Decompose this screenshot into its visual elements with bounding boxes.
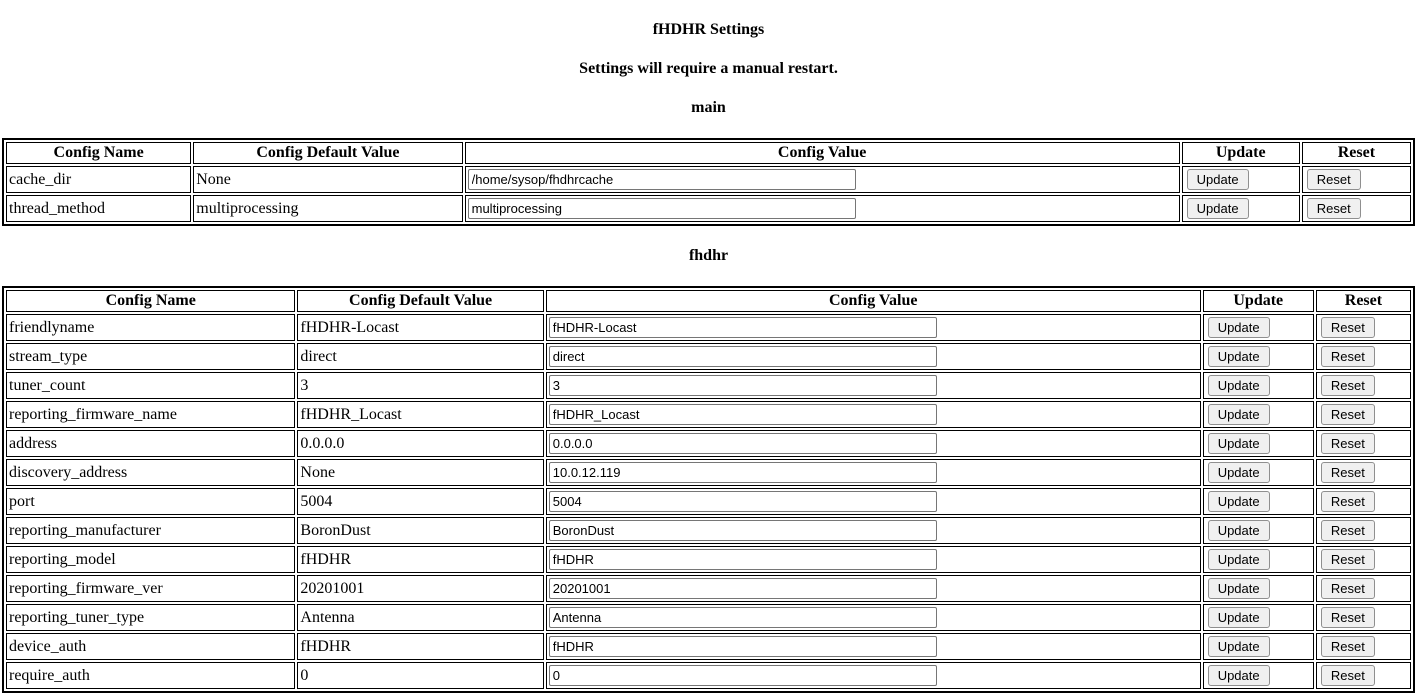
config-name-cell: stream_type [6, 343, 295, 370]
reset-cell [1316, 662, 1411, 689]
config-value-cell [546, 459, 1201, 486]
config-default-cell: 3 [297, 372, 543, 399]
config-default-cell: fHDHR [297, 633, 543, 660]
reset-cell [1316, 604, 1411, 631]
update-button[interactable]: Update [1187, 169, 1249, 190]
config-value-input[interactable] [549, 404, 937, 425]
config-value-cell [546, 633, 1201, 660]
header-row [6, 142, 1411, 164]
reset-cell [1316, 314, 1411, 341]
config-value-cell [546, 575, 1201, 602]
config-value-cell [546, 372, 1201, 399]
config-value-cell [465, 166, 1180, 193]
update-button[interactable]: Update [1208, 636, 1270, 657]
page-subtitle: Settings will require a manual restart. [579, 60, 838, 77]
reset-button[interactable]: Reset [1321, 665, 1375, 686]
update-cell [1203, 459, 1314, 486]
config-value-cell [465, 195, 1180, 222]
table-row [6, 546, 1411, 573]
table-row [6, 195, 1411, 222]
reset-cell [1316, 546, 1411, 573]
settings-page [2, 21, 1415, 693]
reset-cell [1316, 488, 1411, 515]
reset-cell [1316, 430, 1411, 457]
config-value-input[interactable] [549, 375, 937, 396]
config-default-cell: direct [297, 343, 543, 370]
config-value-cell [546, 604, 1201, 631]
config-value-cell [546, 517, 1201, 544]
config-value-input[interactable] [468, 169, 856, 190]
reset-cell [1316, 343, 1411, 370]
reset-cell [1316, 633, 1411, 660]
config-value-cell [546, 401, 1201, 428]
table-row [6, 488, 1411, 515]
config-value-input[interactable] [549, 520, 937, 541]
config-name-cell: tuner_count [6, 372, 295, 399]
table-row [6, 314, 1411, 341]
update-button[interactable]: Update [1208, 346, 1270, 367]
config-default-cell: 20201001 [297, 575, 543, 602]
config-default-cell: 0.0.0.0 [297, 430, 543, 457]
table-row [6, 430, 1411, 457]
column-header-update: Update [1182, 142, 1300, 164]
config-name-cell: friendlyname [6, 314, 295, 341]
update-cell [1203, 546, 1314, 573]
reset-button[interactable]: Reset [1321, 433, 1375, 454]
config-default-cell: 5004 [297, 488, 543, 515]
header-row [6, 290, 1411, 312]
reset-button[interactable]: Reset [1321, 462, 1375, 483]
reset-button[interactable]: Reset [1307, 169, 1361, 190]
table-row [6, 633, 1411, 660]
config-value-input[interactable] [549, 317, 937, 338]
config-value-cell [546, 343, 1201, 370]
config-default-cell: None [193, 166, 462, 193]
config-default-cell: fHDHR-Locast [297, 314, 543, 341]
column-header-config-name: Config Name [6, 290, 295, 312]
table-row [6, 459, 1411, 486]
config-name-cell: device_auth [6, 633, 295, 660]
column-header-config-name: Config Name [6, 142, 191, 164]
update-button[interactable]: Update [1208, 520, 1270, 541]
config-name-cell: discovery_address [6, 459, 295, 486]
config-name-cell: reporting_firmware_ver [6, 575, 295, 602]
update-cell [1203, 314, 1314, 341]
update-cell [1203, 430, 1314, 457]
config-value-input[interactable] [549, 462, 937, 483]
update-button[interactable]: Update [1208, 433, 1270, 454]
update-cell [1182, 195, 1300, 222]
reset-cell [1316, 401, 1411, 428]
config-value-input[interactable] [549, 607, 937, 628]
config-value-cell [546, 546, 1201, 573]
config-table-main [2, 138, 1415, 226]
reset-button[interactable]: Reset [1321, 549, 1375, 570]
update-cell [1203, 343, 1314, 370]
section-main [2, 99, 1415, 226]
reset-button[interactable]: Reset [1321, 636, 1375, 657]
config-default-cell: 0 [297, 662, 543, 689]
update-button[interactable]: Update [1208, 665, 1270, 686]
update-button[interactable]: Update [1187, 198, 1249, 219]
update-button[interactable]: Update [1208, 375, 1270, 396]
config-name-cell: thread_method [6, 195, 191, 222]
update-button[interactable]: Update [1208, 491, 1270, 512]
config-default-cell: fHDHR [297, 546, 543, 573]
config-default-cell: multiprocessing [193, 195, 462, 222]
column-header-config-default-value: Config Default Value [193, 142, 462, 164]
column-header-reset: Reset [1302, 142, 1411, 164]
update-button[interactable]: Update [1208, 462, 1270, 483]
update-button[interactable]: Update [1208, 404, 1270, 425]
update-button[interactable]: Update [1208, 607, 1270, 628]
table-row [6, 372, 1411, 399]
reset-button[interactable]: Reset [1321, 317, 1375, 338]
update-cell [1203, 575, 1314, 602]
config-value-cell [546, 430, 1201, 457]
reset-cell [1302, 166, 1411, 193]
reset-button[interactable]: Reset [1321, 491, 1375, 512]
reset-button[interactable]: Reset [1321, 346, 1375, 367]
update-cell [1203, 662, 1314, 689]
reset-button[interactable]: Reset [1321, 578, 1375, 599]
update-button[interactable]: Update [1208, 317, 1270, 338]
update-cell [1203, 372, 1314, 399]
config-value-cell [546, 314, 1201, 341]
config-value-input[interactable] [549, 346, 937, 367]
config-name-cell: reporting_manufacturer [6, 517, 295, 544]
table-row [6, 604, 1411, 631]
column-header-reset: Reset [1316, 290, 1411, 312]
table-row [6, 343, 1411, 370]
section-heading-fhdhr: fhdhr [688, 247, 729, 264]
config-value-cell [546, 488, 1201, 515]
update-cell [1203, 401, 1314, 428]
update-button[interactable]: Update [1208, 578, 1270, 599]
config-value-input[interactable] [549, 665, 937, 686]
config-default-cell: Antenna [297, 604, 543, 631]
update-cell [1203, 604, 1314, 631]
reset-button[interactable]: Reset [1321, 375, 1375, 396]
config-default-cell: None [297, 459, 543, 486]
section-heading-main: main [691, 99, 726, 116]
reset-cell [1302, 195, 1411, 222]
reset-cell [1316, 459, 1411, 486]
reset-cell [1316, 575, 1411, 602]
update-cell [1203, 633, 1314, 660]
config-name-cell: cache_dir [6, 166, 191, 193]
config-value-input[interactable] [549, 549, 937, 570]
config-default-cell: fHDHR_Locast [297, 401, 543, 428]
table-row [6, 401, 1411, 428]
config-name-cell: reporting_firmware_name [6, 401, 295, 428]
config-name-cell: port [6, 488, 295, 515]
column-header-update: Update [1203, 290, 1314, 312]
update-button[interactable]: Update [1208, 549, 1270, 570]
column-header-config-default-value: Config Default Value [297, 290, 543, 312]
config-value-input[interactable] [549, 578, 937, 599]
table-row [6, 166, 1411, 193]
config-name-cell: reporting_model [6, 546, 295, 573]
table-row [6, 575, 1411, 602]
config-value-input[interactable] [468, 198, 856, 219]
update-cell [1203, 517, 1314, 544]
config-name-cell: reporting_tuner_type [6, 604, 295, 631]
config-value-cell [546, 662, 1201, 689]
config-value-input[interactable] [549, 433, 937, 454]
reset-button[interactable]: Reset [1321, 607, 1375, 628]
update-cell [1203, 488, 1314, 515]
reset-button[interactable]: Reset [1307, 198, 1361, 219]
column-header-config-value: Config Value [465, 142, 1180, 164]
config-value-input[interactable] [549, 636, 937, 657]
table-row [6, 517, 1411, 544]
update-cell [1182, 166, 1300, 193]
config-name-cell: address [6, 430, 295, 457]
page-title: fHDHR Settings [652, 21, 765, 38]
reset-button[interactable]: Reset [1321, 520, 1375, 541]
config-value-input[interactable] [549, 491, 937, 512]
section-fhdhr [2, 247, 1415, 693]
column-header-config-value: Config Value [546, 290, 1201, 312]
config-table-fhdhr [2, 286, 1415, 693]
config-name-cell: require_auth [6, 662, 295, 689]
config-default-cell: BoronDust [297, 517, 543, 544]
reset-cell [1316, 517, 1411, 544]
table-row [6, 662, 1411, 689]
reset-button[interactable]: Reset [1321, 404, 1375, 425]
reset-cell [1316, 372, 1411, 399]
